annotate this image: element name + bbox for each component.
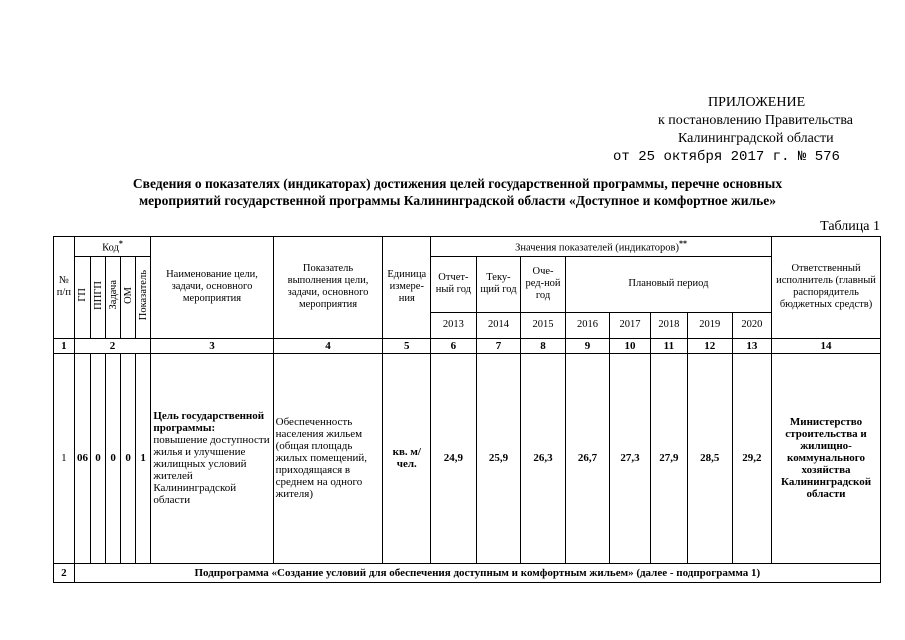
value-2017: 27,3 <box>610 353 650 563</box>
header-responsible: Ответственный исполнитель (главный распорядитель бюджетных средств) <box>772 237 881 339</box>
appendix-title: ПРИЛОЖЕНИЕ <box>708 95 806 110</box>
year-cell: 2018 <box>650 312 687 338</box>
code-ppgp: 0 <box>91 353 106 563</box>
column-number: 9 <box>565 338 610 353</box>
year-cell: 2013 <box>431 312 477 338</box>
column-number: 12 <box>688 338 733 353</box>
column-number: 1 <box>54 338 75 353</box>
header-code-gp: ГП <box>74 256 91 338</box>
header-indicator: Показатель выполнения цели, задачи, основного мероприятия <box>273 237 383 339</box>
header-unit: Единица измере-ния <box>383 237 431 339</box>
header-next-year: Оче-ред-ной год <box>521 256 566 312</box>
column-number: 7 <box>476 338 521 353</box>
header-name: Наименование цели, задачи, основного мероприятия <box>151 237 273 339</box>
responsible-executor: Министерство строительства и жилищно-коммунального хозяйства Калининградской области <box>772 353 881 563</box>
appendix-line-1: к постановлению Правительства <box>658 113 854 128</box>
column-numbers-row <box>54 338 881 353</box>
column-number: 4 <box>273 338 383 353</box>
code-om: 0 <box>121 353 136 563</box>
table-row-goal <box>54 353 881 563</box>
row-number: 2 <box>54 563 75 582</box>
year-cell: 2015 <box>521 312 566 338</box>
column-number: 11 <box>650 338 687 353</box>
row-number: 1 <box>54 353 75 563</box>
year-cell: 2014 <box>476 312 521 338</box>
appendix-line-2: Калининградской области <box>678 131 834 146</box>
indicator-text: Обеспеченность населения жильем (общая площадь жилых помещений, приходящаяся в среднем на одного жителя) <box>273 353 383 563</box>
header-code-task: Задача <box>105 256 121 338</box>
date-year: 2017 г. <box>730 149 790 165</box>
document-heading <box>40 175 875 209</box>
date-prefix: от <box>613 149 630 165</box>
column-number: 6 <box>431 338 477 353</box>
value-2019: 28,5 <box>688 353 733 563</box>
indicators-table <box>53 236 881 583</box>
header-code-om: ОМ <box>121 256 136 338</box>
code-task: 0 <box>105 353 121 563</box>
subprogram-title: Подпрограмма «Создание условий для обеспечения доступным и комфортным жильем» (далее - подпрограмма 1) <box>74 563 880 582</box>
header-code-indicator: Показатель <box>135 256 151 338</box>
value-2014: 25,9 <box>476 353 521 563</box>
goal-text: повышение доступности жилья и улучшение жилищных условий жителей Калининградской области <box>153 434 270 506</box>
column-number: 14 <box>772 338 881 353</box>
year-cell: 2017 <box>610 312 650 338</box>
date-day: 25 <box>638 149 656 165</box>
header-current-year: Теку-щий год <box>476 256 521 312</box>
year-cell: 2019 <box>688 312 733 338</box>
unit-value: кв. м/ чел. <box>383 353 431 563</box>
value-2015: 26,3 <box>521 353 566 563</box>
column-number: 3 <box>151 338 273 353</box>
table-label: Таблица 1 <box>820 219 880 234</box>
year-cell: 2020 <box>732 312 771 338</box>
column-number: 8 <box>521 338 566 353</box>
header-code: Код* <box>74 237 151 257</box>
header-report-year: Отчет-ный год <box>431 256 477 312</box>
goal-title: Цель государственной программы: <box>153 410 265 434</box>
number-sign: № <box>797 149 807 165</box>
header-no: № п/п <box>54 237 75 339</box>
column-number: 5 <box>383 338 431 353</box>
column-number: 2 <box>74 338 151 353</box>
value-2013: 24,9 <box>431 353 477 563</box>
heading-line-2: мероприятий государственной программы Калининградской области «Доступное и комфортное жилье» <box>138 193 777 208</box>
document-number: 576 <box>814 149 840 165</box>
goal-cell <box>151 353 273 563</box>
heading-line-1: Сведения о показателях (индикаторах) достижения целей государственной программы, перечне основных <box>132 176 783 191</box>
header-row-1 <box>54 237 881 257</box>
column-number: 13 <box>732 338 771 353</box>
code-indicator: 1 <box>135 353 151 563</box>
value-2018: 27,9 <box>650 353 687 563</box>
header-code-ppgp: ППГП <box>91 256 106 338</box>
code-gp: 06 <box>74 353 91 563</box>
header-plan-period: Плановый период <box>565 256 771 312</box>
header-values: Значения показателей (индикаторов)** <box>431 237 772 257</box>
table-row-subprogram <box>54 563 881 582</box>
year-cell: 2016 <box>565 312 610 338</box>
column-number: 10 <box>610 338 650 353</box>
date-month: октября <box>663 149 723 165</box>
value-2020: 29,2 <box>732 353 771 563</box>
appendix-date <box>613 149 840 166</box>
value-2016: 26,7 <box>565 353 610 563</box>
